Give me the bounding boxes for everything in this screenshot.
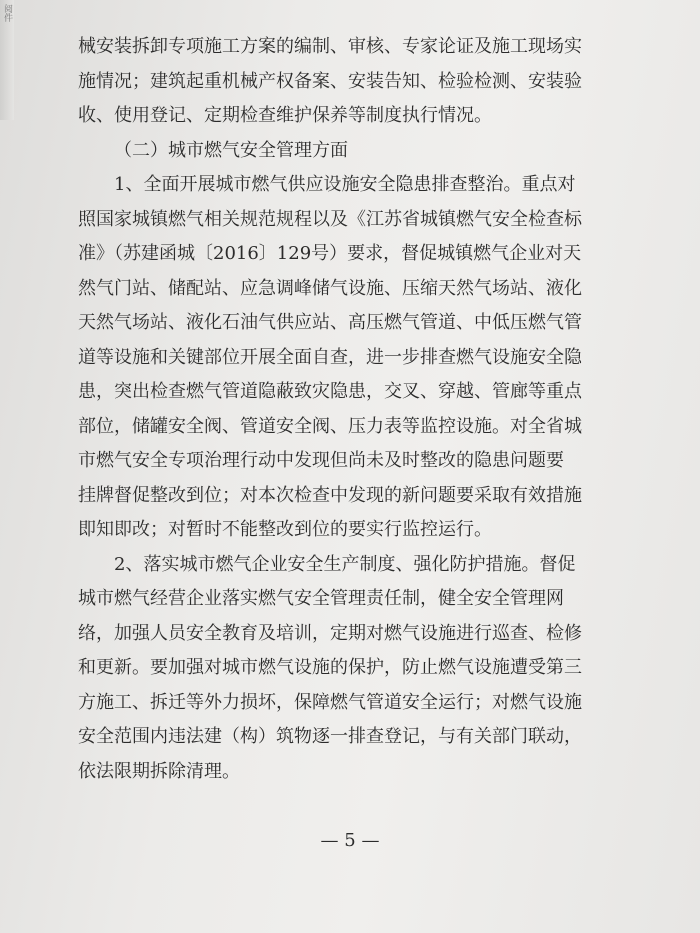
text-line: 依法限期拆除清理。 [78,760,240,782]
edge-mark: 阅件 [2,4,12,22]
text-line: 络，加强人员安全教育及培训，定期对燃气设施进行巡查、检修 [78,622,582,644]
page-number: — 5 — [320,830,380,851]
text-line: 照国家城镇燃气相关规范规程以及《江苏省城镇燃气安全检查标 [78,208,582,230]
page-edge-strip [0,0,14,120]
text-line: 部位，储罐安全阀、管道安全阀、压力表等监控设施。对全省城 [78,415,582,437]
text-line: 城市燃气经营企业落实燃气安全管理责任制，健全安全管理网 [78,588,564,609]
text-line: 患，突出检查燃气管道隐蔽致灾隐患，交叉、穿越、管廊等重点 [78,381,582,402]
text-line: （二）城市燃气安全管理方面 [114,139,348,161]
text-line: 天然气场站、液化石油气供应站、高压燃气管道、中低压燃气管 [78,312,582,333]
text-line: 方施工、拆迁等外力损坏，保障燃气管道安全运行；对燃气设施 [78,691,582,713]
text-line: 和更新。要加强对城市燃气设施的保护，防止燃气设施遭受第三 [78,657,582,678]
text-line: 道等设施和关键部位开展全面自查，进一步排查燃气设施安全隐 [78,346,582,368]
text-line: 械安装拆卸专项施工方案的编制、审核、专家论证及施工现场实 [78,36,582,57]
text-line: 2、落实城市燃气企业安全生产制度、强化防护措施。督促 [114,553,576,575]
text-line: 施情况；建筑起重机械产权备案、安装告知、检验检测、安装验 [78,70,582,92]
text-line: 挂牌督促整改到位；对本次检查中发现的新问题要采取有效措施 [78,484,582,506]
text-line: 即知即改；对暂时不能整改到位的要实行监控运行。 [78,519,492,540]
text-line: 安全范围内违法建（构）筑物逐一排查登记，与有关部门联动， [78,726,582,747]
text-line: 准》（苏建函城〔2016〕129号）要求，督促城镇燃气企业对天 [78,243,582,264]
document-body [78,30,638,789]
text-line: 市燃气安全专项治理行动中发现但尚未及时整改的隐患问题要 [78,450,564,471]
text-line: 收、使用登记、定期检查维护保养等制度执行情况。 [78,105,492,126]
text-line: 然气门站、储配站、应急调峰储气设施、压缩天然气场站、液化 [78,277,582,299]
text-line: 1、全面开展城市燃气供应设施安全隐患排查整治。重点对 [114,174,576,195]
